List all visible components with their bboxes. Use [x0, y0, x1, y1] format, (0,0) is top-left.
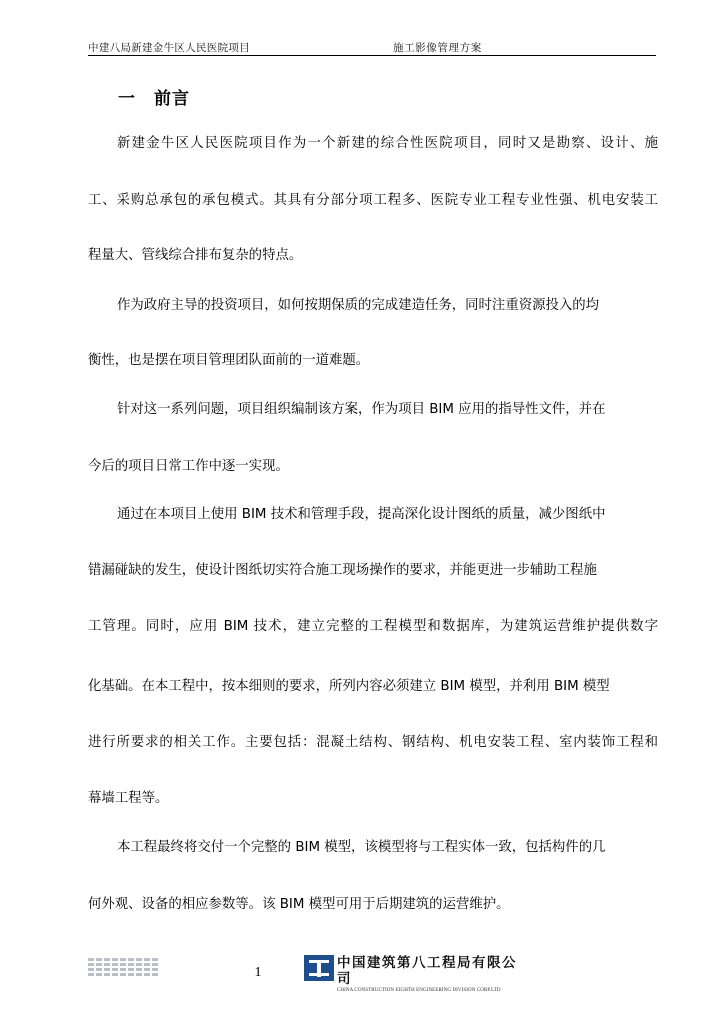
pattern-dot	[152, 963, 158, 966]
company-logo-icon	[304, 955, 334, 981]
company-name-chinese: 中国建筑第八工程局有限公司	[337, 955, 517, 987]
pattern-dot	[96, 968, 102, 971]
pattern-dot	[120, 973, 126, 976]
pattern-dot	[88, 958, 94, 961]
text-line: 作为政府主导的投资项目，如何按期保质的完成建造任务，同时注重资源投入的均	[117, 298, 600, 313]
pattern-dot	[88, 973, 94, 976]
header-document-title: 施工影像管理方案	[393, 42, 482, 54]
text-line: 工管理。同时，应用 BIM 技术，建立完整的工程模型和数据库，为建筑运营维护提供数字	[88, 619, 658, 634]
section-title: 前言	[154, 89, 190, 109]
pattern-dot	[128, 968, 134, 971]
text-line: 通过在本项目上使用 BIM 技术和管理手段，提高深化设计图纸的质量，减少图纸中	[117, 507, 606, 522]
pattern-dot	[96, 973, 102, 976]
pattern-dot	[112, 958, 118, 961]
footer-decorative-pattern	[88, 957, 162, 979]
text-line: 进行所要求的相关工作。主要包括：混凝土结构、钢结构、机电安装工程、室内装饰工程和	[88, 735, 658, 750]
pattern-dot	[152, 973, 158, 976]
pattern-dot	[104, 958, 110, 961]
pattern-dot	[120, 963, 126, 966]
text-line: 本工程最终将交付一个完整的 BIM 模型，该模型将与工程实体一致，包括构件的几	[117, 840, 606, 855]
text-line: 衡性，也是摆在项目管理团队面前的一道难题。	[88, 353, 370, 368]
text-line: 今后的项目日常工作中逐一实现。	[88, 459, 289, 474]
pattern-dot	[136, 963, 142, 966]
pattern-dot	[88, 963, 94, 966]
section-heading	[118, 84, 190, 109]
text-line: 错漏碰缺的发生，使设计图纸切实符合施工现场操作的要求，并能更进一步辅助工程施	[88, 563, 597, 578]
pattern-dot	[136, 973, 142, 976]
page-number: 1	[254, 965, 262, 980]
text-line: 何外观、设备的相应参数等。该 BIM 模型可用于后期建筑的运营维护。	[88, 897, 510, 912]
pattern-dot	[128, 958, 134, 961]
company-name-english: CHINA CONSTRUCTION EIGHTH ENGINEERING DIVISION CORP.LTD	[337, 988, 501, 993]
pattern-dot	[96, 963, 102, 966]
pattern-dot	[152, 958, 158, 961]
pattern-dot	[104, 973, 110, 976]
pattern-dot	[128, 973, 134, 976]
text-line: 程量大、管线综合排布复杂的特点。	[88, 248, 303, 263]
pattern-dot	[112, 963, 118, 966]
pattern-dot	[120, 958, 126, 961]
pattern-dot	[136, 958, 142, 961]
text-line: 幕墙工程等。	[88, 791, 169, 806]
pattern-dot	[136, 968, 142, 971]
text-line: 针对这一系列问题，项目组织编制该方案，作为项目 BIM 应用的指导性文件，并在	[117, 402, 606, 417]
pattern-dot	[112, 973, 118, 976]
text-line: 化基础。在本工程中，按本细则的要求，所列内容必须建立 BIM 模型，并利用 BIM 模型	[88, 679, 610, 694]
company-name-block	[337, 955, 517, 995]
pattern-dot	[104, 968, 110, 971]
pattern-dot	[88, 968, 94, 971]
pattern-dot	[120, 968, 126, 971]
pattern-dot	[112, 968, 118, 971]
pattern-dot	[144, 973, 150, 976]
pattern-dot	[96, 958, 102, 961]
pattern-dot	[144, 968, 150, 971]
pattern-dot	[144, 963, 150, 966]
header-project-name: 中建八局新建金牛区人民医院项目	[88, 42, 250, 54]
text-line: 工、采购总承包的承包模式。其具有分部分项工程多、医院专业工程专业性强、机电安装工	[88, 193, 658, 208]
text-line: 新建金牛区人民医院项目作为一个新建的综合性医院项目，同时又是勘察、设计、施	[117, 136, 658, 151]
page-header	[88, 39, 656, 56]
pattern-dot	[128, 963, 134, 966]
pattern-dot	[152, 968, 158, 971]
pattern-dot	[104, 963, 110, 966]
section-number: 一	[118, 89, 136, 109]
pattern-dot	[144, 958, 150, 961]
